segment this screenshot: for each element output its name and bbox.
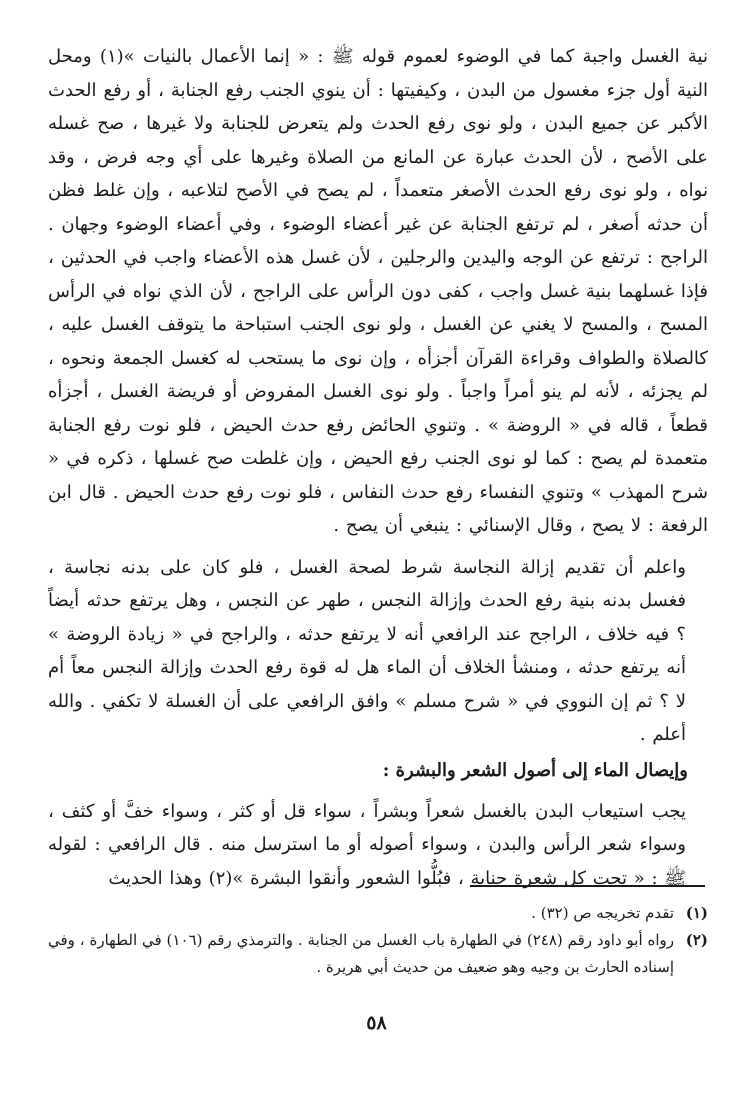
footnote-text: تقدم تخريجه ص (٣٢) . (531, 904, 674, 922)
footnote-number: (١) (685, 904, 708, 922)
footnote-2 (48, 927, 708, 981)
paragraph-removing-impurity: واعلم أن تقديم إزالة النجاسة شرط لصحة الغسل ، فلو كان على بدنه نجاسة ، فغسل بدنه بنية رفع الحدث وإزالة النجس ، طهر عن النجس ، وهل يرتفع حدثه أيضاً ؟ فيه خلاف ، الراجح عند الرافعي أنه لا يرتفع حدثه ، والراجح في « زيادة الروضة » أنه يرتفع حدثه ، ومنشأ الخلاف أن الماء هل له قوة رفع الحدث وإزالة النجس معاً أم لا ؟ ثم إن النووي في « شرح مسلم » وافق الرافعي على أن الغسلة لا تكفي . والله أعلم . (48, 556, 686, 745)
footnote-divider (470, 885, 705, 887)
footnote-1 (48, 900, 708, 927)
paragraph-intention: نية الغسل واجبة كما في الوضوء لعموم قوله ﷺ : « إنما الأعمال بالنيات »(١) ومحل النية أول جزء مغسول من البدن ، وكيفيتها : أن ينوي الجنب رفع الجنابة ، أو رفع الحدث الأكبر عن جميع البدن ، ولو نوى رفع الحدث ولم يتعرض للجنابة ولا غيرها ، صح غسله على الأصح ، لأن الحدث عبارة عن المانع من الصلاة وغيرها على أي وجه فرض ، وقد نواه ، ولو نوى رفع الحدث الأصغر متعمداً ، لم يصح في الأصح لتلاعبه ، وإن غلط فظن أن حدثه أصغر ، لم ترتفع الجنابة عن غير أعضاء الوضوء ، وفي أعضاء الوضوء وجهان . الراجح : ترتفع عن الوجه واليدين والرجلين ، لأن غسل هذه الأعضاء واجب في الحدثين ، فإذا غسلهما بنية غسل واجب ، كفى دون الرأس على الراجح ، لأن الذي نواه في الرأس المسح ، والمسح لا يغني عن الغسل ، ولو نوى الجنب استباحة ما يتوقف الغسل عليه ، كالصلاة والطواف وقراءة القرآن أجزأه ، وإن نوى ما يستحب له كغسل الجمعة ونحوه ، لم يجزئه ، لأنه لم ينو أمراً واجباً . ولو نوى الغسل المفروض أو فريضة الغسل ، أجزأه قطعاً ، قاله في « الروضة » . وتنوي الحائض رفع حدث الحيض ، فلو نوت رفع الجنابة متعمدة لم يصح : كما لو نوى الجنب رفع الحيض ، وإن غلطت صح غسلها ، ذكره في « شرح المهذب » وتنوي النفساء رفع حدث النفاس ، فلو نوت رفع حدث الحيض . قال ابن الرفعة : لا يصح ، وقال الإسنائي : ينبغي أن يصح . (48, 46, 708, 536)
footnotes (48, 900, 708, 981)
page-number: ٥٨ (366, 1012, 387, 1034)
paragraph-water-to-hair-roots: يجب استيعاب البدن بالغسل شعراً وبشراً ، سواء قل أو كثر ، وسواء خفَّ أو كثف ، وسواء شعر الرأس والبدن ، وسواء أصوله أو ما استرسل منه . قال الرافعي : لقوله ﷺ : « تحت كل شعرة جنابة ، فبُلُّوا الشعور وأنقوا البشرة »(٢) وهذا الحديث (48, 800, 686, 889)
footnote-text: رواه أبو داود رقم (٢٤٨) في الطهارة باب الغسل من الجنابة . والترمذي رقم (١٠٦) في الطهارة ، وفي إسناده الحارث بن وجيه وهو ضعيف من حديث أبي هريرة . (48, 931, 675, 976)
footnote-number: (٢) (685, 931, 708, 949)
page-body (48, 40, 708, 895)
section-heading: وإيصال الماء إلى أصول الشعر والبشرة : (382, 759, 688, 781)
